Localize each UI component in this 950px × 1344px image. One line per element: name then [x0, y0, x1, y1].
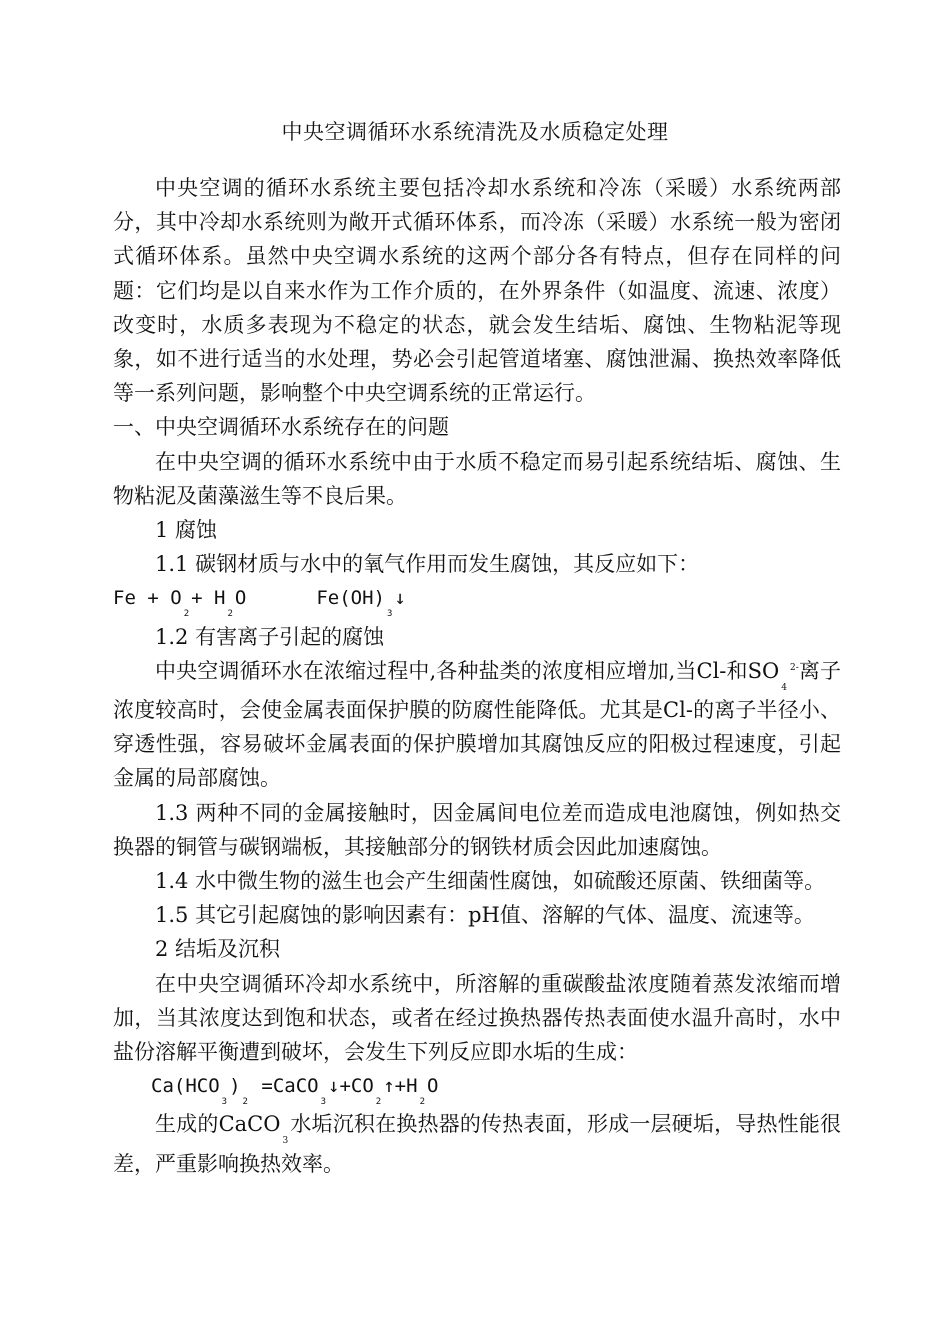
formula-oxygen: O: [170, 587, 182, 610]
formula-scale: [113, 1069, 841, 1107]
formula-water-hydrogen: +H: [394, 1075, 418, 1098]
formula-fe: Fe: [113, 587, 136, 610]
item-1-2-paragraph: [113, 654, 841, 796]
chloride-ion: Cl-: [696, 658, 727, 683]
item-1-2-text-c: 的离子半径小、穿透性强，容易破坏金属表面的保护膜增加其腐蚀反应的阳极过程速度，引起金属的局部腐蚀。: [113, 698, 842, 791]
formula-hydrogen: H: [214, 587, 226, 610]
formula-product: Fe(OH): [316, 587, 385, 610]
section-1-intro: 在中央空调的循环水系统中由于水质不稳定而易引起系统结垢、腐蚀、生物粘泥及菌藻滋生等不良后果。: [113, 449, 841, 508]
calcium-carbonate-subscript: 3: [282, 1136, 289, 1147]
item-1-5: 1.5 其它引起腐蚀的影响因素有：pH值、溶解的气体、温度、流速等。: [155, 903, 815, 928]
formula-hydrogen-subscript: 2: [227, 609, 233, 620]
scaling-result: [113, 1107, 841, 1180]
conjunction-text: 和: [726, 658, 748, 683]
formula-calcium-carbonate: =CaCO: [261, 1075, 319, 1098]
item-1-2-text-b: 离子浓度较高时，会使金属表面保护膜的防腐性能降低。尤其是: [113, 658, 841, 723]
item-1-2: 1.2 有害离子引起的腐蚀: [155, 624, 385, 649]
intro-paragraph: 中央空调的循环水系统主要包括冷却水系统和冷冻（采暖）水系统两部分，其中冷却水系统则为敞开式循环体系，而冷冻（采暖）水系统一般为密闭式循环体系。虽然中央空调水系统的这两个部分各有特点，但存在同样的问题：它们均是以自来水作为工作介质的，在外界条件（如温度、流速、浓度）改变时，水质多表现为不稳定的状态，就会发生结垢、腐蚀、生物粘泥等现象，如不进行适当的水处理，势必会引起管道堵塞、腐蚀泄漏、换热效率降低等一系列问题，影响整个中央空调系统的正常运行。: [113, 176, 841, 406]
formula-carbon-dioxide: +CO: [339, 1075, 374, 1098]
formula-subscript: 2: [419, 1097, 425, 1108]
section-1-heading: 一、中央空调循环水系统存在的问题: [113, 415, 449, 440]
item-1-3: 1.3 两种不同的金属接触时，因金属间电位差而造成电池腐蚀，例如热交换器的铜管与碳钢端板，其接触部分的钢铁材质会因此加速腐蚀。: [113, 800, 841, 859]
chloride-ion: Cl-: [663, 698, 693, 723]
formula-paren: ): [229, 1075, 241, 1098]
formula-subscript: 2: [375, 1097, 382, 1108]
formula-subscript: 3: [320, 1097, 327, 1108]
sulfate-subscript: 4: [781, 682, 787, 693]
precipitate-arrow-icon: ↓: [394, 587, 406, 610]
formula-subscript: 3: [221, 1097, 228, 1108]
formula-oxygen-subscript: 2: [183, 609, 190, 620]
scaling-paragraph: 在中央空调循环冷却水系统中，所溶解的重碳酸盐浓度随着蒸发浓缩而增加，当其浓度达到饱和状态，或者在经过换热器传热表面使水温升高时，水中盐份溶解平衡遭到破坏，会发生下列反应即水垢的生成：: [113, 971, 841, 1065]
item-1-1: 1.1 碳钢材质与水中的氧气作用而发生腐蚀，其反应如下：: [155, 552, 700, 577]
formula-subscript: 2: [242, 1097, 248, 1108]
item-1-2-text-a: 中央空调循环水在浓缩过程中,各种盐类的浓度相应增加,当: [155, 658, 697, 683]
precipitate-arrow-icon: ↓: [328, 1075, 340, 1098]
formula-calcium-bicarbonate: Ca(HCO: [151, 1075, 220, 1098]
formula-water-oxygen: O: [426, 1075, 439, 1098]
formula-plus: +: [191, 587, 203, 610]
formula-product-subscript: 3: [387, 609, 393, 620]
corrosion-heading: 1 腐蚀: [155, 518, 218, 543]
document-title: 中央空调循环水系统清洗及水质稳定处理: [281, 120, 669, 144]
sulfate-charge: 2-: [789, 662, 799, 673]
calcium-carbonate: CaCO: [218, 1112, 281, 1137]
scaling-result-text-b: 水垢沉积在换热器的传热表面，形成一层硬垢，导热性能很差，严重影响换热效率。: [113, 1112, 842, 1176]
sulfate-ion: SO: [747, 658, 780, 683]
formula-oxidation: [113, 581, 841, 619]
formula-plus: +: [147, 587, 159, 610]
gas-arrow-icon: ↑: [383, 1075, 395, 1098]
formula-water-oxygen: O: [234, 587, 247, 610]
document-body: [113, 171, 841, 1181]
item-1-4: 1.4 水中微生物的滋生也会产生细菌性腐蚀，如硫酸还原菌、铁细菌等。: [155, 869, 826, 894]
scaling-result-text-a: 生成的: [155, 1112, 219, 1137]
scaling-heading: 2 结垢及沉积: [155, 937, 281, 962]
